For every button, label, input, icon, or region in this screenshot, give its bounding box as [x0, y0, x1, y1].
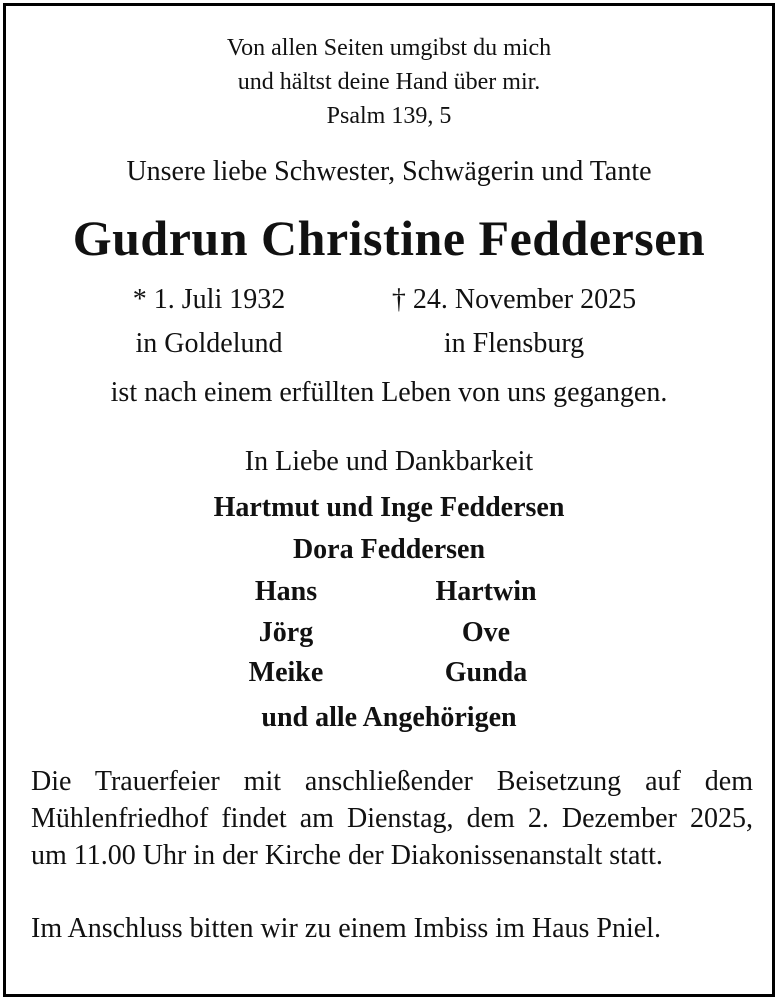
birth-place: in Goldelund	[135, 328, 283, 359]
mourner-name: Ove	[461, 617, 511, 648]
funeral-info: Die Trauerfeier mit anschließender Beisetzung auf dem Mühlenfriedhof findet am Dienstag, dem 2. Dezember 2025, um 11.00 Uhr in der Kirche der Diakonissenanstalt statt.	[31, 766, 753, 871]
closing-line: In Liebe und Dankbarkeit	[244, 446, 534, 477]
birth-date: * 1. Juli 1932	[132, 284, 286, 315]
death-place: in Flensburg	[443, 328, 585, 359]
relatives-line: und alle Angehörigen	[261, 702, 517, 733]
statement-line: ist nach einem erfüllten Leben von uns gegangen.	[110, 377, 668, 408]
mourner-line-1: Hartmut und Inge Feddersen	[213, 492, 565, 523]
motto-line-1: Von allen Seiten umgibst du mich	[226, 35, 552, 61]
death-date: † 24. November 2025	[391, 284, 637, 315]
obituary-notice	[3, 3, 775, 997]
mourner-name: Meike	[248, 657, 324, 688]
motto-line-2: und hältst deine Hand über mir.	[237, 69, 541, 95]
mourner-line-2: Dora Feddersen	[292, 534, 486, 565]
mourner-name: Hartwin	[435, 576, 537, 607]
deceased-name: Gudrun Christine Feddersen	[72, 210, 706, 266]
motto-reference: Psalm 139, 5	[326, 103, 452, 129]
mourner-name: Hans	[254, 576, 318, 607]
intro-line: Unsere liebe Schwester, Schwägerin und Tante	[126, 156, 652, 187]
reception-info: Im Anschluss bitten wir zu einem Imbiss im Haus Pniel.	[31, 913, 661, 944]
mourner-name: Jörg	[258, 617, 314, 648]
mourner-name: Gunda	[444, 657, 528, 688]
